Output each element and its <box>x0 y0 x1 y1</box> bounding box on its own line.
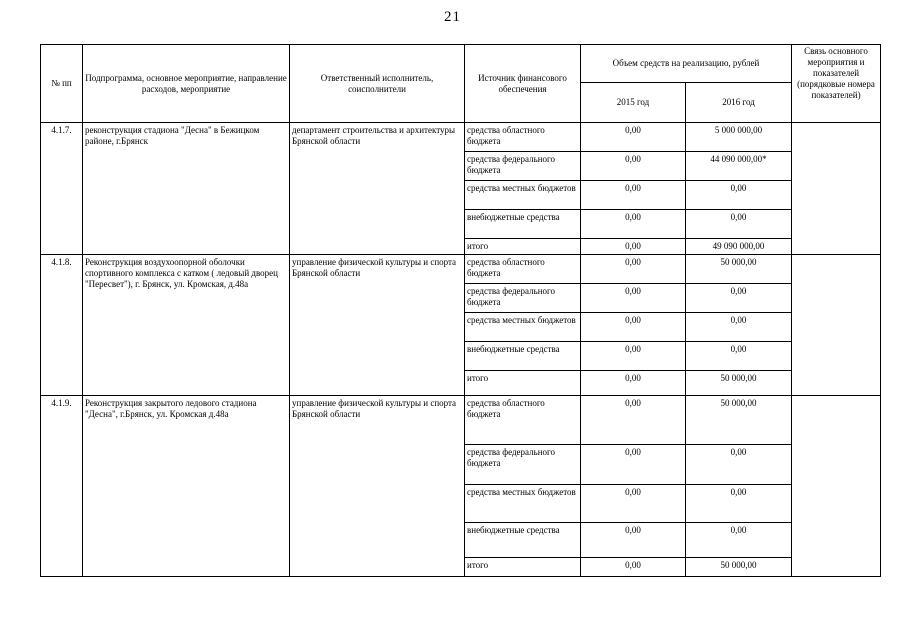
funding-source: средства федерального бюджета <box>465 284 581 313</box>
value-2015: 0,00 <box>581 181 686 210</box>
value-2016: 0,00 <box>686 445 792 485</box>
funding-source: средства федерального бюджета <box>465 445 581 485</box>
indicator-link <box>792 255 881 396</box>
funding-source: внебюджетные средства <box>465 210 581 239</box>
value-2015: 0,00 <box>581 313 686 342</box>
total-2016: 50 000,00 <box>686 371 792 396</box>
header-source: Источник финансового обеспечения <box>465 45 581 123</box>
value-2015: 0,00 <box>581 485 686 523</box>
total-2015: 0,00 <box>581 371 686 396</box>
value-2016: 50 000,00 <box>686 255 792 284</box>
funding-source: средства областного бюджета <box>465 396 581 445</box>
header-year-2016: 2016 год <box>686 83 792 123</box>
value-2015: 0,00 <box>581 255 686 284</box>
item-name: Реконструкция воздухоопорной оболочки спортивного комплекса с катком ( ледовый дворец "Пересвет"), г. Брянск, ул. Кромская, д.48а <box>83 255 290 396</box>
total-2016: 49 090 000,00 <box>686 239 792 255</box>
value-2015: 0,00 <box>581 396 686 445</box>
total-2015: 0,00 <box>581 239 686 255</box>
indicator-link <box>792 123 881 255</box>
header-volume: Объем средств на реализацию, рублей <box>581 45 792 83</box>
table-row <box>41 396 881 445</box>
header-year-2015: 2015 год <box>581 83 686 123</box>
value-2016: 0,00 <box>686 313 792 342</box>
value-2016: 0,00 <box>686 181 792 210</box>
page-number: 21 <box>444 9 461 25</box>
value-2016: 0,00 <box>686 342 792 371</box>
value-2016: 50 000,00 <box>686 396 792 445</box>
item-executor: департамент строительства и архитектуры Брянской области <box>290 123 465 255</box>
funding-source: средства местных бюджетов <box>465 313 581 342</box>
funding-source: средства местных бюджетов <box>465 181 581 210</box>
funding-source: внебюджетные средства <box>465 523 581 558</box>
header-link: Связь основного мероприятия и показателей (порядковые номера показателей) <box>792 45 881 123</box>
value-2016: 0,00 <box>686 485 792 523</box>
budget-table <box>40 44 881 577</box>
item-number: 4.1.7. <box>41 123 83 255</box>
funding-source: средства областного бюджета <box>465 123 581 152</box>
value-2016: 44 090 000,00* <box>686 152 792 181</box>
value-2015: 0,00 <box>581 445 686 485</box>
value-2016: 0,00 <box>686 210 792 239</box>
funding-source: средства федерального бюджета <box>465 152 581 181</box>
table-header <box>41 45 881 123</box>
funding-source: внебюджетные средства <box>465 342 581 371</box>
value-2016: 0,00 <box>686 523 792 558</box>
table-row <box>41 255 881 284</box>
value-2015: 0,00 <box>581 210 686 239</box>
value-2016: 0,00 <box>686 284 792 313</box>
item-number: 4.1.9. <box>41 396 83 577</box>
header-executor: Ответственный исполнитель, соисполнители <box>290 45 465 123</box>
funding-source: средства областного бюджета <box>465 255 581 284</box>
indicator-link <box>792 396 881 577</box>
total-label: итого <box>465 371 581 396</box>
item-name: реконструкция стадиона "Десна" в Бежицком районе, г.Брянск <box>83 123 290 255</box>
item-executor: управление физической культуры и спорта Брянской области <box>290 255 465 396</box>
item-number: 4.1.8. <box>41 255 83 396</box>
value-2015: 0,00 <box>581 123 686 152</box>
total-label: итого <box>465 558 581 577</box>
value-2015: 0,00 <box>581 342 686 371</box>
header-num: № пп <box>41 45 83 123</box>
item-executor: управление физической культуры и спорта Брянской области <box>290 396 465 577</box>
total-2015: 0,00 <box>581 558 686 577</box>
header-program: Подпрограмма, основное мероприятие, направление расходов, мероприятие <box>83 45 290 123</box>
table-row <box>41 123 881 152</box>
table-body <box>41 123 881 577</box>
value-2015: 0,00 <box>581 152 686 181</box>
value-2015: 0,00 <box>581 284 686 313</box>
item-name: Реконструкция закрытого ледового стадиона "Десна", г.Брянск, ул. Кромская д.48а <box>83 396 290 577</box>
total-label: итого <box>465 239 581 255</box>
value-2016: 5 000 000,00 <box>686 123 792 152</box>
funding-source: средства местных бюджетов <box>465 485 581 523</box>
total-2016: 50 000,00 <box>686 558 792 577</box>
value-2015: 0,00 <box>581 523 686 558</box>
